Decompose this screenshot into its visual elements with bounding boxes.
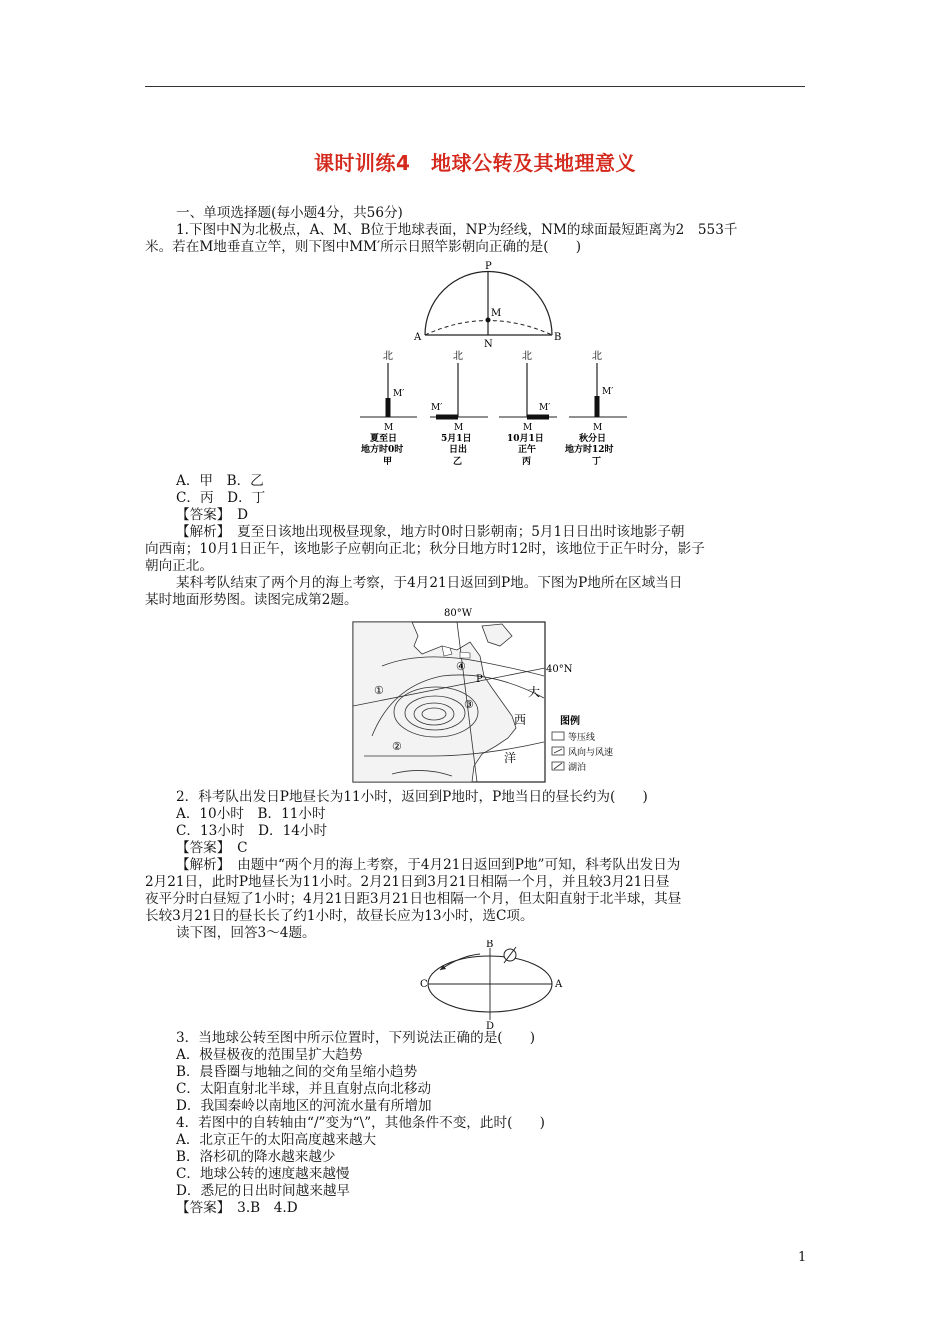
q2-answer: 【答案】 C	[176, 840, 248, 856]
longitude-label: 80°W	[444, 608, 473, 619]
q2-explanation-line4: 长较3月21日的昼长长了约1小时，故昼长应为13小时，选C项。	[145, 908, 534, 924]
svg-text:地方时12时: 地方时12时	[565, 445, 614, 455]
svg-text:丙: 丙	[522, 457, 532, 467]
label-d-orbit: D	[486, 1021, 495, 1030]
panel-bing	[499, 350, 557, 467]
q3-stem: 3．当地球公转至图中所示位置时，下列说法正确的是( )	[176, 1030, 536, 1046]
svg-text:M: M	[384, 423, 394, 433]
q4-option-a: A．北京正午的太阳高度越来越大	[176, 1132, 377, 1148]
svg-text:M′: M′	[602, 387, 614, 397]
shadow-panels	[355, 348, 635, 473]
weather-map	[352, 606, 642, 786]
latitude-label: 40°N	[546, 664, 573, 675]
q2-explanation-line3: 夜平分时白昼短了1小时；4月21日距3月21日也相隔一个月，但太阳直射于北半球，其昼	[145, 891, 682, 907]
orbit-diagram	[420, 940, 570, 1030]
svg-text:北: 北	[592, 351, 602, 362]
panel-yi	[430, 350, 488, 467]
hemisphere-diagram	[400, 258, 580, 350]
label-3: ③	[464, 698, 474, 711]
svg-text:M′: M′	[393, 389, 405, 399]
label-m: M	[491, 308, 502, 319]
svg-text:日出: 日出	[449, 445, 468, 455]
q2-options-cd: C．13小时 D．14小时	[176, 823, 328, 839]
q1-options-cd: C．丙 D．丁	[176, 490, 266, 506]
panel-jia	[360, 350, 417, 467]
svg-text:M: M	[593, 423, 603, 433]
svg-text:M: M	[454, 423, 464, 433]
q34-intro: 读下图，回答3～4题。	[176, 925, 316, 941]
svg-text:甲: 甲	[383, 457, 393, 467]
label-p-map: P	[476, 674, 483, 685]
svg-text:乙: 乙	[453, 457, 463, 467]
svg-text:正午: 正午	[518, 445, 537, 455]
svg-text:M: M	[523, 423, 533, 433]
ocean-xi: 西	[514, 713, 527, 727]
q1-stem-line1: 1.下图中N为北极点，A、M、B位于地球表面，NP为经线，NM的球面最短距离为2 553千	[176, 222, 738, 238]
legend-title: 图例	[560, 716, 580, 727]
page-title: 课时训练4 地球公转及其地理意义	[314, 151, 636, 175]
legend-lake: 湖泊	[568, 763, 587, 773]
svg-text:M′: M′	[431, 403, 443, 413]
q34-answer: 【答案】 3.B 4.D	[176, 1200, 298, 1216]
q2-intro-line2: 某时地面形势图。读图完成第2题。	[145, 592, 358, 608]
svg-text:10月1日: 10月1日	[507, 434, 544, 444]
svg-text:M′: M′	[539, 403, 551, 413]
label-a-orbit: A	[555, 979, 563, 990]
q4-option-c: C．地球公转的速度越来越慢	[176, 1166, 350, 1182]
q4-option-b: B．洛杉矶的降水越来越少	[176, 1149, 336, 1165]
label-a: A	[414, 332, 422, 343]
q4-stem: 4．若图中的自转轴由“/”变为“\”，其他条件不变，此时( )	[176, 1115, 545, 1131]
q1-explanation-line2: 向西南；10月1日正午，该地影子应朝向正北；秋分日地方时12时，该地位于正午时分，影子	[145, 541, 705, 557]
panel-ding	[565, 350, 627, 467]
q3-option-b: B．晨昏圈与地轴之间的交角呈缩小趋势	[176, 1064, 418, 1080]
svg-text:夏至日: 夏至日	[370, 434, 398, 444]
q2-explanation-line2: 2月21日，此时P地昼长为11小时。2月21日到3月21日相隔一个月，并且较3月21日昼	[145, 874, 670, 890]
svg-text:丁: 丁	[592, 457, 602, 467]
ocean-yang: 洋	[504, 751, 517, 765]
q4-option-d: D．悉尼的日出时间越来越早	[176, 1183, 351, 1199]
label-b-orbit: B	[486, 940, 494, 950]
page-number: 1	[798, 1250, 807, 1265]
q1-explanation-line3: 朝向正北。	[145, 558, 213, 574]
q2-explanation-line1: 【解析】 由题中“两个月的海上考察，于4月21日返回到P地”可知，科考队出发日为	[176, 857, 681, 873]
label-n: N	[484, 339, 493, 350]
q1-answer: 【答案】 D	[176, 507, 249, 523]
legend-isobar: 等压线	[568, 733, 596, 743]
q3-option-a: A．极昼极夜的范围呈扩大趋势	[176, 1047, 363, 1063]
label-2: ②	[392, 740, 402, 753]
q2-intro-line1: 某科考队结束了两个月的海上考察，于4月21日返回到P地。下图为P地所在区域当日	[176, 575, 683, 591]
q1-stem-line2: 米。若在M地垂直立竿，则下图中MM′所示日照竿影朝向正确的是( )	[145, 239, 582, 255]
svg-text:北: 北	[383, 351, 393, 362]
label-p: P	[485, 261, 492, 272]
svg-text:北: 北	[453, 351, 463, 362]
svg-text:地方时0时: 地方时0时	[361, 445, 404, 455]
q2-stem: 2．科考队出发日P地昼长为11小时，返回到P地时，P地当日的昼长约为( )	[176, 789, 648, 805]
legend-wind: 风向与风速	[568, 748, 614, 758]
label-4: ④	[456, 660, 466, 673]
label-c-orbit: C	[420, 979, 428, 990]
label-1: ①	[374, 684, 384, 697]
ocean-da: 大	[528, 685, 541, 699]
svg-text:北: 北	[522, 351, 532, 362]
label-b: B	[554, 332, 562, 343]
q3-option-c: C．太阳直射北半球，并且直射点向北移动	[176, 1081, 432, 1097]
svg-text:5月1日: 5月1日	[441, 434, 472, 444]
header-rule	[145, 86, 805, 87]
svg-text:秋分日: 秋分日	[579, 434, 607, 444]
q3-option-d: D．我国秦岭以南地区的河流水量有所增加	[176, 1098, 432, 1114]
section-heading: 一、单项选择题(每小题4分，共56分)	[176, 205, 403, 221]
point-m	[486, 318, 491, 323]
q2-options-ab: A．10小时 B．11小时	[176, 806, 326, 822]
q1-options-ab: A．甲 B．乙	[176, 473, 264, 489]
q1-explanation-line1: 【解析】 夏至日该地出现极昼现象，地方时0时日影朝南；5月1日日出时该地影子朝	[176, 524, 685, 540]
